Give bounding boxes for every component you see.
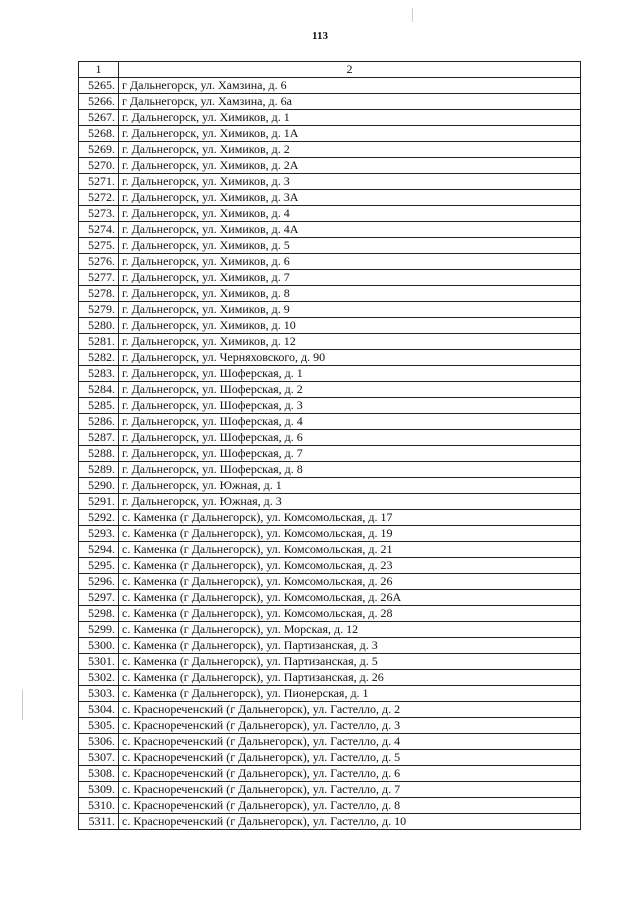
row-number: 5292. xyxy=(79,510,119,526)
row-address: г. Дальнегорск, ул. Химиков, д. 3 xyxy=(119,174,581,190)
table-row xyxy=(79,542,581,558)
row-number: 5273. xyxy=(79,206,119,222)
row-number: 5265. xyxy=(79,78,119,94)
table-row xyxy=(79,398,581,414)
table-row xyxy=(79,638,581,654)
row-address: с. Краснореченский (г Дальнегорск), ул. Гастелло, д. 3 xyxy=(119,718,581,734)
table-row xyxy=(79,382,581,398)
address-table xyxy=(78,61,581,830)
row-address: г. Дальнегорск, ул. Шоферская, д. 3 xyxy=(119,398,581,414)
table-row xyxy=(79,222,581,238)
row-number: 5269. xyxy=(79,142,119,158)
table-row xyxy=(79,238,581,254)
row-address: г Дальнегорск, ул. Хамзина, д. 6 xyxy=(119,78,581,94)
row-number: 5304. xyxy=(79,702,119,718)
row-number: 5271. xyxy=(79,174,119,190)
row-number: 5285. xyxy=(79,398,119,414)
row-number: 5309. xyxy=(79,782,119,798)
row-address: с. Каменка (г Дальнегорск), ул. Комсомольская, д. 28 xyxy=(119,606,581,622)
row-address: с. Каменка (г Дальнегорск), ул. Комсомольская, д. 26А xyxy=(119,590,581,606)
row-number: 5277. xyxy=(79,270,119,286)
table-row xyxy=(79,286,581,302)
row-number: 5295. xyxy=(79,558,119,574)
row-address: с. Краснореченский (г Дальнегорск), ул. Гастелло, д. 2 xyxy=(119,702,581,718)
row-address: г. Дальнегорск, ул. Химиков, д. 8 xyxy=(119,286,581,302)
row-number: 5279. xyxy=(79,302,119,318)
table-row xyxy=(79,318,581,334)
scan-mark-top xyxy=(412,8,413,22)
row-address: г. Дальнегорск, ул. Шоферская, д. 4 xyxy=(119,414,581,430)
row-number: 5283. xyxy=(79,366,119,382)
row-number: 5308. xyxy=(79,766,119,782)
row-number: 5299. xyxy=(79,622,119,638)
row-address: с. Каменка (г Дальнегорск), ул. Партизанская, д. 3 xyxy=(119,638,581,654)
row-address: с. Каменка (г Дальнегорск), ул. Комсомольская, д. 19 xyxy=(119,526,581,542)
table-row xyxy=(79,510,581,526)
row-number: 5278. xyxy=(79,286,119,302)
row-number: 5270. xyxy=(79,158,119,174)
table-row xyxy=(79,622,581,638)
table-row xyxy=(79,558,581,574)
row-number: 5311. xyxy=(79,814,119,830)
row-address: с. Каменка (г Дальнегорск), ул. Комсомольская, д. 23 xyxy=(119,558,581,574)
row-number: 5307. xyxy=(79,750,119,766)
table-header-row xyxy=(79,62,581,78)
table-row xyxy=(79,302,581,318)
row-address: с. Краснореченский (г Дальнегорск), ул. Гастелло, д. 4 xyxy=(119,734,581,750)
table-row xyxy=(79,78,581,94)
table-row xyxy=(79,446,581,462)
table-row xyxy=(79,574,581,590)
row-address: г. Дальнегорск, ул. Химиков, д. 5 xyxy=(119,238,581,254)
row-address: с. Краснореченский (г Дальнегорск), ул. Гастелло, д. 6 xyxy=(119,766,581,782)
table-row xyxy=(79,254,581,270)
row-number: 5296. xyxy=(79,574,119,590)
row-address: с. Краснореченский (г Дальнегорск), ул. Гастелло, д. 10 xyxy=(119,814,581,830)
table-row xyxy=(79,750,581,766)
row-number: 5280. xyxy=(79,318,119,334)
row-address: г. Дальнегорск, ул. Шоферская, д. 7 xyxy=(119,446,581,462)
table-row xyxy=(79,734,581,750)
table-row xyxy=(79,142,581,158)
row-number: 5302. xyxy=(79,670,119,686)
table-row xyxy=(79,782,581,798)
row-address: с. Краснореченский (г Дальнегорск), ул. Гастелло, д. 5 xyxy=(119,750,581,766)
row-number: 5267. xyxy=(79,110,119,126)
row-number: 5310. xyxy=(79,798,119,814)
table-row xyxy=(79,670,581,686)
row-address: с. Каменка (г Дальнегорск), ул. Пионерская, д. 1 xyxy=(119,686,581,702)
row-number: 5276. xyxy=(79,254,119,270)
row-number: 5301. xyxy=(79,654,119,670)
row-address: с. Каменка (г Дальнегорск), ул. Морская, д. 12 xyxy=(119,622,581,638)
row-address: г. Дальнегорск, ул. Химиков, д. 2А xyxy=(119,158,581,174)
row-address: с. Каменка (г Дальнегорск), ул. Комсомольская, д. 21 xyxy=(119,542,581,558)
table-row xyxy=(79,366,581,382)
table-row xyxy=(79,766,581,782)
table-row xyxy=(79,702,581,718)
row-number: 5282. xyxy=(79,350,119,366)
row-number: 5286. xyxy=(79,414,119,430)
row-number: 5288. xyxy=(79,446,119,462)
row-address: г. Дальнегорск, ул. Химиков, д. 6 xyxy=(119,254,581,270)
row-number: 5290. xyxy=(79,478,119,494)
row-address: г. Дальнегорск, ул. Химиков, д. 4А xyxy=(119,222,581,238)
row-address: г. Дальнегорск, ул. Южная, д. 3 xyxy=(119,494,581,510)
table-row xyxy=(79,686,581,702)
row-address: г Дальнегорск, ул. Хамзина, д. 6а xyxy=(119,94,581,110)
row-number: 5287. xyxy=(79,430,119,446)
table-row xyxy=(79,126,581,142)
row-address: г. Дальнегорск, ул. Химиков, д. 3А xyxy=(119,190,581,206)
row-number: 5293. xyxy=(79,526,119,542)
table-row xyxy=(79,526,581,542)
table-body xyxy=(79,78,581,830)
row-address: с. Каменка (г Дальнегорск), ул. Комсомольская, д. 17 xyxy=(119,510,581,526)
row-address: г. Дальнегорск, ул. Химиков, д. 7 xyxy=(119,270,581,286)
table-row xyxy=(79,478,581,494)
row-number: 5298. xyxy=(79,606,119,622)
row-number: 5297. xyxy=(79,590,119,606)
table-row xyxy=(79,814,581,830)
table-row xyxy=(79,606,581,622)
row-address: г. Дальнегорск, ул. Химиков, д. 2 xyxy=(119,142,581,158)
row-number: 5303. xyxy=(79,686,119,702)
row-address: г. Дальнегорск, ул. Химиков, д. 12 xyxy=(119,334,581,350)
row-address: г. Дальнегорск, ул. Шоферская, д. 2 xyxy=(119,382,581,398)
row-address: г. Дальнегорск, ул. Шоферская, д. 6 xyxy=(119,430,581,446)
row-number: 5294. xyxy=(79,542,119,558)
table-row xyxy=(79,798,581,814)
row-number: 5268. xyxy=(79,126,119,142)
row-address: г. Дальнегорск, ул. Химиков, д. 4 xyxy=(119,206,581,222)
row-address: г. Дальнегорск, ул. Южная, д. 1 xyxy=(119,478,581,494)
table-row xyxy=(79,270,581,286)
row-number: 5272. xyxy=(79,190,119,206)
row-number: 5281. xyxy=(79,334,119,350)
column-header-number: 1 xyxy=(79,62,119,78)
table-row xyxy=(79,94,581,110)
row-number: 5274. xyxy=(79,222,119,238)
row-address: с. Краснореченский (г Дальнегорск), ул. Гастелло, д. 7 xyxy=(119,782,581,798)
table-row xyxy=(79,718,581,734)
table-row xyxy=(79,654,581,670)
table-row xyxy=(79,334,581,350)
row-address: г. Дальнегорск, ул. Химиков, д. 1 xyxy=(119,110,581,126)
table-row xyxy=(79,350,581,366)
row-address: с. Краснореченский (г Дальнегорск), ул. Гастелло, д. 8 xyxy=(119,798,581,814)
table-row xyxy=(79,190,581,206)
row-number: 5300. xyxy=(79,638,119,654)
row-number: 5291. xyxy=(79,494,119,510)
row-number: 5275. xyxy=(79,238,119,254)
table-row xyxy=(79,158,581,174)
row-address: г. Дальнегорск, ул. Химиков, д. 9 xyxy=(119,302,581,318)
row-address: г. Дальнегорск, ул. Химиков, д. 10 xyxy=(119,318,581,334)
table-row xyxy=(79,430,581,446)
column-header-address: 2 xyxy=(119,62,581,78)
table-row xyxy=(79,174,581,190)
row-address: с. Каменка (г Дальнегорск), ул. Партизанская, д. 26 xyxy=(119,670,581,686)
row-number: 5306. xyxy=(79,734,119,750)
row-address: г. Дальнегорск, ул. Черняховского, д. 90 xyxy=(119,350,581,366)
row-address: г. Дальнегорск, ул. Шоферская, д. 1 xyxy=(119,366,581,382)
table-row xyxy=(79,462,581,478)
row-number: 5266. xyxy=(79,94,119,110)
table-row xyxy=(79,110,581,126)
scan-mark-left xyxy=(22,690,23,720)
table-row xyxy=(79,206,581,222)
row-number: 5284. xyxy=(79,382,119,398)
row-address: г. Дальнегорск, ул. Шоферская, д. 8 xyxy=(119,462,581,478)
page-number: 113 xyxy=(312,30,328,42)
row-number: 5289. xyxy=(79,462,119,478)
row-address: с. Каменка (г Дальнегорск), ул. Партизанская, д. 5 xyxy=(119,654,581,670)
table-row xyxy=(79,414,581,430)
row-address: г. Дальнегорск, ул. Химиков, д. 1А xyxy=(119,126,581,142)
table-row xyxy=(79,494,581,510)
row-number: 5305. xyxy=(79,718,119,734)
table-row xyxy=(79,590,581,606)
row-address: с. Каменка (г Дальнегорск), ул. Комсомольская, д. 26 xyxy=(119,574,581,590)
